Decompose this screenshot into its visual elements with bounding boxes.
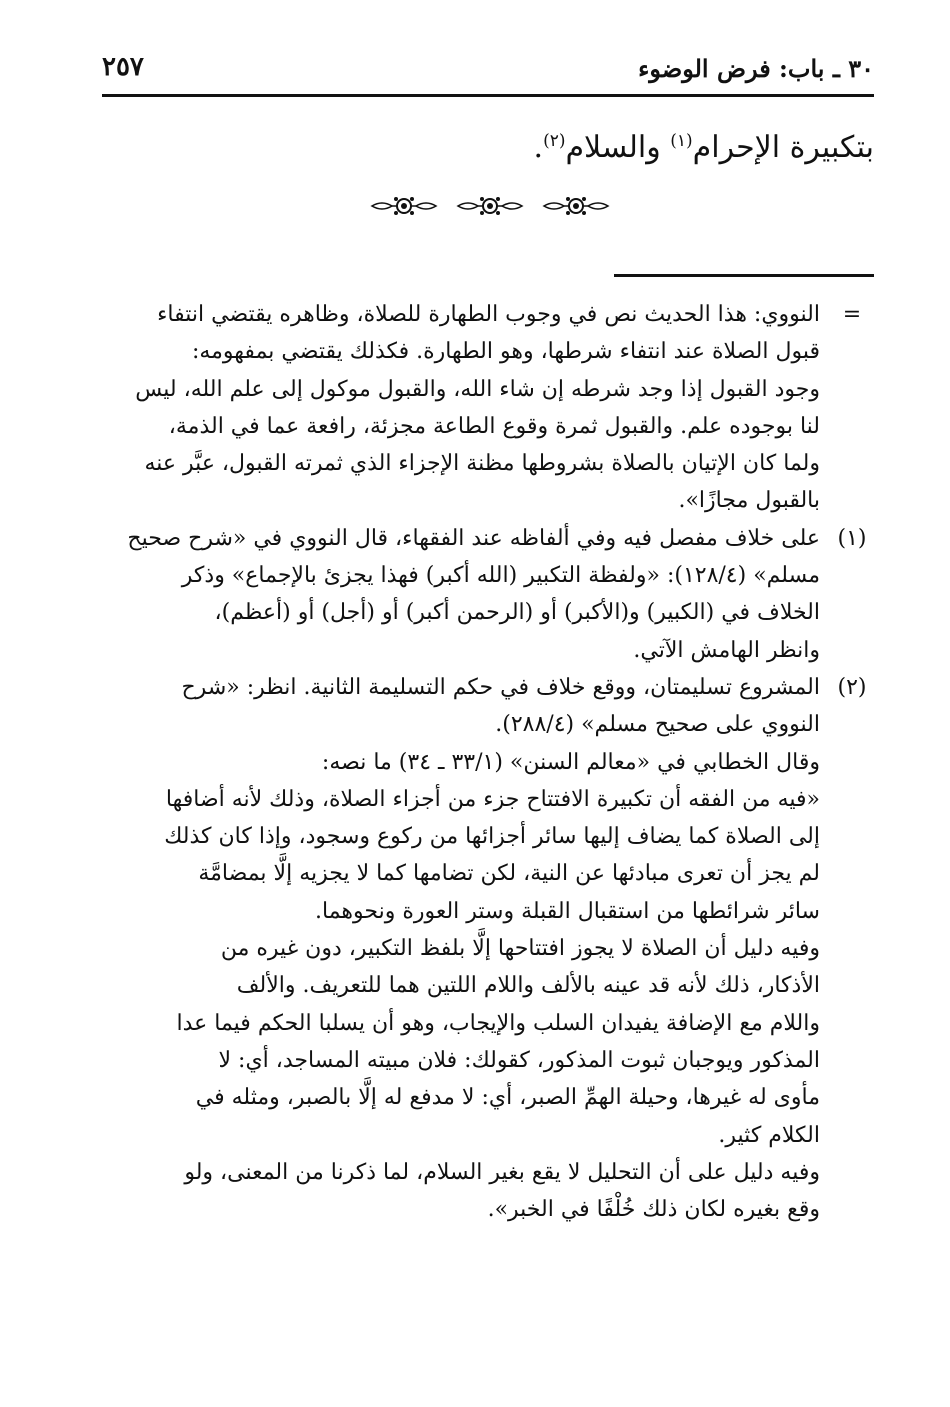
text-line: المذكور ويوجبان ثبوت المذكور، كقولك: فلان مبيته المساجد، أي: لا xyxy=(218,1047,820,1073)
text-line: لم يجز أن تعرى مبادئها عن النية، لكن تضامها كما لا يجزيه إلَّا بمضامَّة xyxy=(198,861,820,887)
footnote-number: (١) xyxy=(837,525,867,551)
continuation-marker: = xyxy=(842,302,862,327)
text-line: واللام مع الإضافة يفيدان السلب والإيجاب، وهو أن يسلبا الحكم فيما عدا xyxy=(176,1010,820,1036)
page-number: ٢٥٧ xyxy=(102,52,144,82)
text-line: الكلام كثير. xyxy=(718,1122,820,1148)
footnote-ref-1[interactable]: (١) xyxy=(670,131,693,151)
ornament-icon xyxy=(456,191,524,221)
main-text-end: . xyxy=(533,130,544,165)
footnote-ref-2[interactable]: (٢) xyxy=(543,131,566,151)
footnote-number: (٢) xyxy=(837,674,867,700)
header-rule xyxy=(102,94,874,97)
chapter-title: ٣٠ ـ باب: فرض الوضوء xyxy=(638,54,874,83)
footnote-2 xyxy=(100,669,878,1228)
text-line: وجود القبول إذا وجد شرطه إن شاء الله، والقبول موكول إلى علم الله، ليس xyxy=(135,376,820,402)
footnote-1 xyxy=(100,520,878,669)
section-divider-ornaments xyxy=(370,186,610,226)
ornament-icon xyxy=(542,191,610,221)
text-line: قبول الصلاة عند انتفاء شرطها، وهو الطهارة. فكذلك يقتضي بمفهومه: xyxy=(191,339,820,365)
main-text-middle: والسلام xyxy=(565,130,671,165)
text-line: على خلاف مفصل فيه وفي ألفاظه عند الفقهاء، قال النووي في «شرح صحيح xyxy=(127,525,820,551)
ornament-icon xyxy=(370,191,438,221)
text-line: ولما كان الإتيان بالصلاة بشروطها مظنة الإجزاء الذي ثمرته القبول، عبَّر عنه xyxy=(144,451,820,477)
text-line: «فيه من الفقه أن تكبيرة الافتتاح جزء من أجزاء الصلاة، وذلك لأنه أضافها xyxy=(165,786,820,812)
main-text-line xyxy=(534,128,874,167)
text-line: الأذكار، ذلك لأنه قد عينه بالألف واللام اللتين هما للتعريف. والألف xyxy=(236,973,820,999)
text-line: النووي على صحيح مسلم» (٢٨٨/٤). xyxy=(495,712,820,738)
text-line: إلى الصلاة كما يضاف إليها سائر أجزائها من ركوع وسجود، وإذا كان كذلك xyxy=(164,824,820,850)
text-line: وفيه دليل أن الصلاة لا يجوز افتتاحها إلَّا بلفظ التكبير، دون غيره من xyxy=(220,936,820,962)
main-text-start: بتكبيرة الإحرام xyxy=(692,130,874,165)
footnote-text xyxy=(100,520,820,669)
text-line: المشروع تسليمتان، ووقع خلاف في حكم التسليمة الثانية. انظر: «شرح xyxy=(181,674,820,700)
text-line: مأوى له غيرها، وحيلة الهمِّ الصبر، أي: لا مدفع له إلَّا بالصبر، ومثله في xyxy=(195,1085,820,1111)
text-line: بالقبول مجازًا». xyxy=(678,488,820,514)
footnote-separator xyxy=(614,274,874,277)
text-line: وانظر الهامش الآتي. xyxy=(633,637,820,663)
text-line: مسلم» (١٢٨/٤): «ولفظة التكبير (الله أكبر) فهذا يجزئ بالإجماع» وذكر xyxy=(181,563,820,589)
text-line: سائر شرائطها من استقبال القبلة وستر العورة ونحوهما. xyxy=(315,898,820,924)
text-line: النووي: هذا الحديث نص في وجوب الطهارة للصلاة، وظاهره يقتضي انتفاء xyxy=(157,302,820,327)
text-line: لنا بوجوده علم. والقبول ثمرة وقوع الطاعة مجزئة، رافعة عما في الذمة، xyxy=(168,413,820,439)
text-line: الخلاف في (الكبير) و(الأكبر) أو (الرحمن أكبر) أو (أجل) أو (أعظم)، xyxy=(214,600,820,626)
footnotes xyxy=(100,296,878,1228)
text-line: وقع بغيره لكان ذلك خُلْفًا في الخبر». xyxy=(487,1197,820,1223)
page-header xyxy=(102,50,874,90)
text-line: وفيه دليل على أن التحليل لا يقع بغير السلام، لما ذكرنا من المعنى، ولو xyxy=(184,1159,820,1185)
text-line: وقال الخطابي في «معالم السنن» (٣٣/١ ـ ٣٤) ما نصه: xyxy=(321,749,820,775)
footnote-text xyxy=(100,669,820,1228)
footnote-text xyxy=(100,296,820,520)
footnote-continuation xyxy=(100,296,878,520)
